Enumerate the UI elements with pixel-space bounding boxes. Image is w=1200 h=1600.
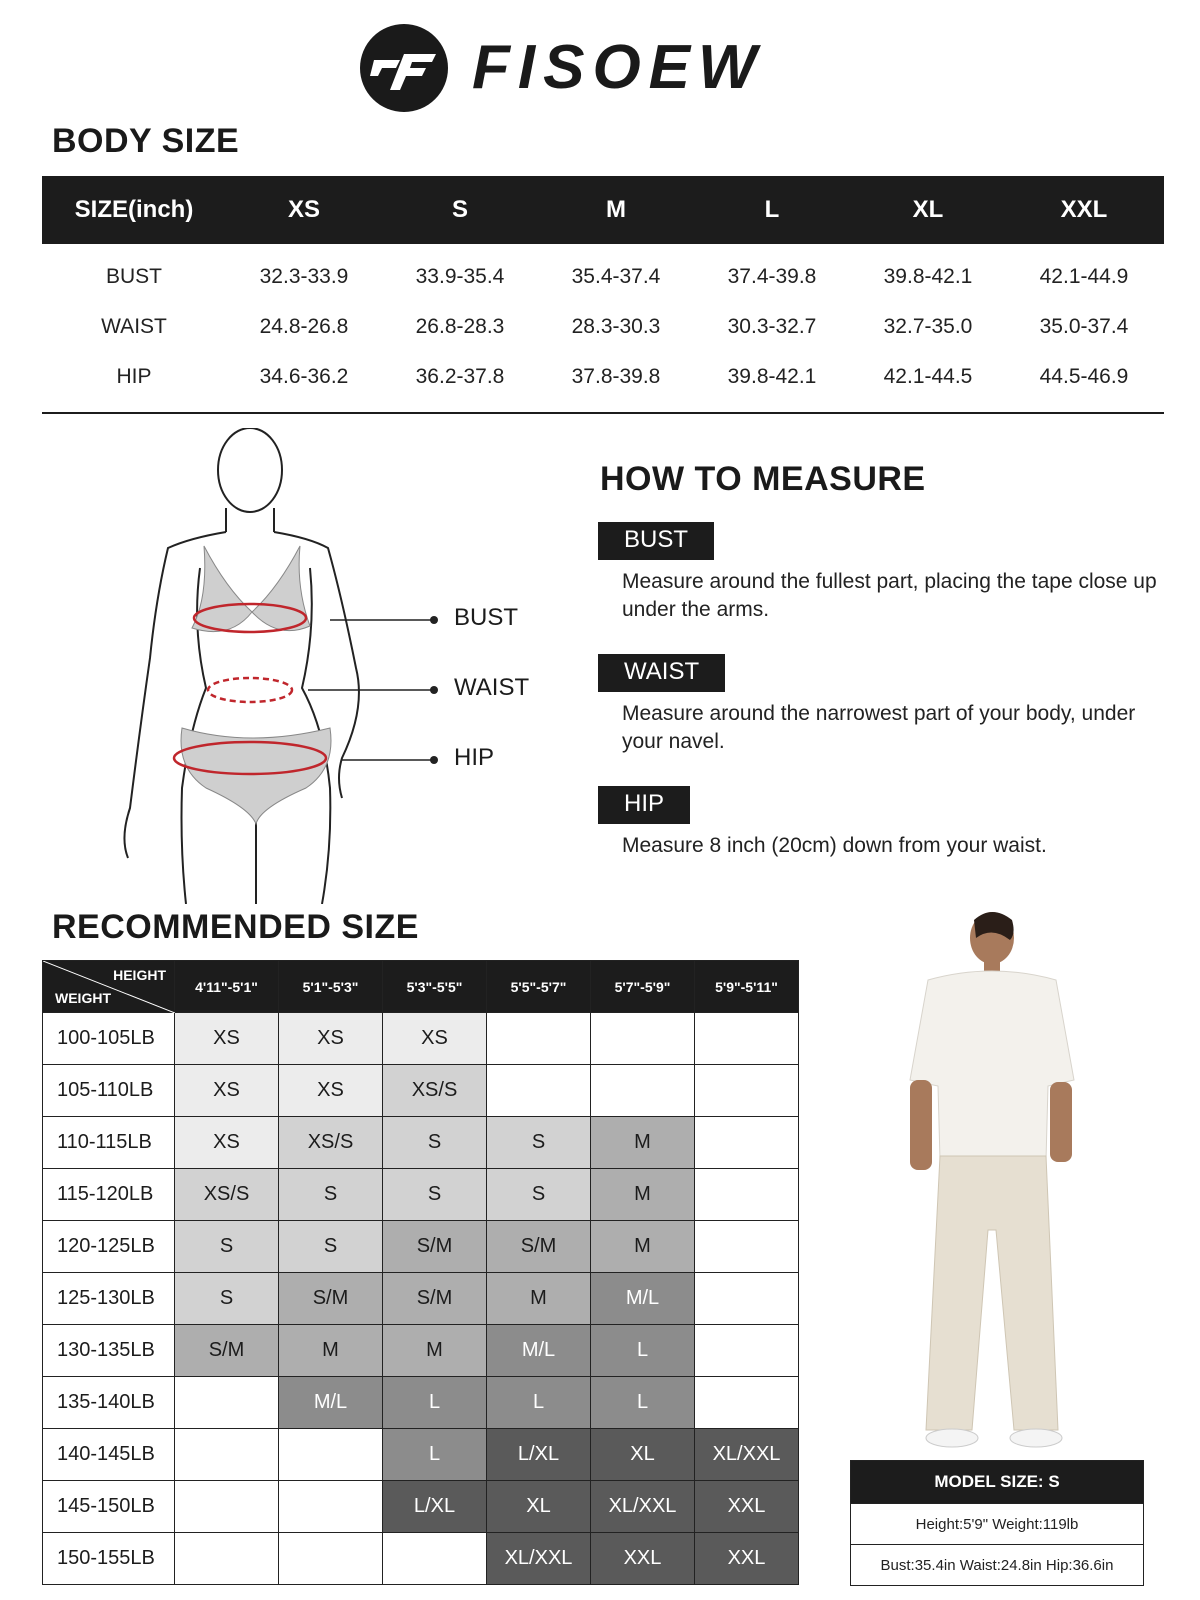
- size-cell: [695, 1117, 799, 1169]
- size-cell: L/XL: [487, 1429, 591, 1481]
- size-cell: M: [383, 1325, 487, 1377]
- brand-logo: [360, 22, 860, 114]
- size-range-cell: 42.1-44.9: [1039, 265, 1129, 288]
- measure-desc-waist: Measure around the narrowest part of your body, under your navel.: [622, 702, 1136, 753]
- corner-height-label: HEIGHT: [113, 967, 166, 983]
- size-cell: M/L: [591, 1273, 695, 1325]
- size-cell: [487, 1013, 591, 1065]
- height-header-row: [43, 961, 799, 1013]
- size-cell: XXL: [695, 1533, 799, 1585]
- brand-mark-icon: [360, 24, 448, 112]
- model-size-header: MODEL SIZE: S: [851, 1461, 1143, 1503]
- size-cell: S: [383, 1169, 487, 1221]
- height-header-cell: 5'5"-5'7": [487, 961, 591, 1013]
- size-cell: XS: [383, 1013, 487, 1065]
- size-cell: [695, 1221, 799, 1273]
- table-row: [43, 1221, 799, 1273]
- size-cell: L/XL: [383, 1481, 487, 1533]
- header-cell: L: [764, 196, 780, 223]
- table-row: [43, 1377, 799, 1429]
- size-range-cell: 37.4-39.8: [727, 265, 817, 288]
- body-size-row-hip: [42, 352, 1164, 402]
- size-range-cell: 42.1-44.5: [883, 365, 973, 388]
- size-cell: XXL: [695, 1481, 799, 1533]
- size-cell: S/M: [383, 1221, 487, 1273]
- figure-label-bust: BUST: [454, 604, 519, 631]
- body-size-title: BODY SIZE: [52, 122, 240, 160]
- size-cell: XS/S: [383, 1065, 487, 1117]
- size-cell: [279, 1533, 383, 1585]
- size-cell: S: [279, 1221, 383, 1273]
- size-cell: S: [383, 1117, 487, 1169]
- size-cell: L: [591, 1377, 695, 1429]
- size-cell: S/M: [383, 1273, 487, 1325]
- header-cell: SIZE(inch): [74, 196, 194, 223]
- size-cell: [279, 1429, 383, 1481]
- size-cell: M: [279, 1325, 383, 1377]
- measure-tag-hip: HIP: [598, 786, 690, 824]
- size-cell: L: [383, 1377, 487, 1429]
- size-cell: [695, 1065, 799, 1117]
- size-range-cell: 35.0-37.4: [1039, 315, 1129, 338]
- size-range-cell: 34.6-36.2: [259, 365, 349, 388]
- size-cell: M: [591, 1169, 695, 1221]
- header-cell: M: [606, 196, 626, 223]
- size-range-cell: 44.5-46.9: [1039, 365, 1129, 388]
- size-cell: M: [487, 1273, 591, 1325]
- corner-weight-label: WEIGHT: [55, 990, 111, 1006]
- model-measurements: Bust:35.4in Waist:24.8in Hip:36.6in: [851, 1544, 1143, 1585]
- size-cell: [591, 1013, 695, 1065]
- body-measure-figure: [110, 428, 550, 904]
- header-cell: XL: [912, 196, 944, 223]
- size-cell: XS: [175, 1117, 279, 1169]
- size-range-cell: 37.8-39.8: [571, 365, 661, 388]
- header-cell: XS: [287, 196, 320, 223]
- size-cell: S: [279, 1169, 383, 1221]
- size-cell: XS: [279, 1065, 383, 1117]
- weight-cell: 125-130LB: [43, 1273, 175, 1325]
- weight-cell: 115-120LB: [43, 1169, 175, 1221]
- size-cell: [175, 1429, 279, 1481]
- size-range-cell: 32.7-35.0: [883, 315, 973, 338]
- brand-name: FISOEW: [472, 33, 765, 102]
- size-cell: [175, 1533, 279, 1585]
- table-row: [43, 1325, 799, 1377]
- size-cell: S/M: [487, 1221, 591, 1273]
- weight-cell: 130-135LB: [43, 1325, 175, 1377]
- weight-cell: 135-140LB: [43, 1377, 175, 1429]
- model-photo: [888, 910, 1088, 1450]
- size-range-cell: 33.9-35.4: [415, 265, 505, 288]
- table-row: [43, 1169, 799, 1221]
- body-size-row-waist: [42, 302, 1164, 352]
- size-cell: [279, 1481, 383, 1533]
- size-cell: L: [487, 1377, 591, 1429]
- size-cell: M/L: [487, 1325, 591, 1377]
- measure-desc-hip: Measure 8 inch (20cm) down from your waist.: [622, 834, 1047, 857]
- size-cell: [175, 1481, 279, 1533]
- size-cell: S: [487, 1117, 591, 1169]
- height-header-cell: 5'9"-5'11": [695, 961, 799, 1013]
- corner-header-cell: [43, 961, 175, 1013]
- weight-cell: 105-110LB: [43, 1065, 175, 1117]
- size-cell: XL/XXL: [487, 1533, 591, 1585]
- size-cell: [487, 1065, 591, 1117]
- weight-cell: 100-105LB: [43, 1013, 175, 1065]
- body-outline-illustration: [110, 428, 550, 904]
- weight-cell: 150-155LB: [43, 1533, 175, 1585]
- weight-cell: 120-125LB: [43, 1221, 175, 1273]
- header-cell: S: [451, 196, 468, 223]
- figure-label-hip: HIP: [454, 744, 495, 771]
- size-cell: [175, 1377, 279, 1429]
- size-cell: XXL: [591, 1533, 695, 1585]
- size-cell: M: [591, 1221, 695, 1273]
- size-cell: S: [175, 1273, 279, 1325]
- weight-cell: 145-150LB: [43, 1481, 175, 1533]
- table-row: [43, 1117, 799, 1169]
- size-range-cell: 36.2-37.8: [415, 365, 505, 388]
- size-cell: S/M: [175, 1325, 279, 1377]
- size-range-cell: 39.8-42.1: [727, 365, 817, 388]
- size-cell: [695, 1377, 799, 1429]
- size-cell: [695, 1325, 799, 1377]
- size-cell: XL: [487, 1481, 591, 1533]
- size-cell: S/M: [279, 1273, 383, 1325]
- height-header-cell: 4'11"-5'1": [175, 961, 279, 1013]
- size-cell: XS: [175, 1013, 279, 1065]
- weight-cell: 140-145LB: [43, 1429, 175, 1481]
- table-row: [43, 1429, 799, 1481]
- table-row: [43, 1065, 799, 1117]
- size-range-cell: 32.3-33.9: [259, 265, 349, 288]
- size-cell: [383, 1533, 487, 1585]
- size-cell: XS/S: [175, 1169, 279, 1221]
- size-range-cell: 28.3-30.3: [571, 315, 661, 338]
- size-cell: XL: [591, 1429, 695, 1481]
- table-row: [43, 1481, 799, 1533]
- recommended-size-table: [42, 960, 799, 1585]
- table-row: [43, 1013, 799, 1065]
- size-cell: [695, 1013, 799, 1065]
- body-size-header: [42, 176, 1164, 244]
- size-cell: M/L: [279, 1377, 383, 1429]
- size-cell: S: [487, 1169, 591, 1221]
- body-size-rows: [42, 244, 1164, 414]
- size-cell: XL/XXL: [695, 1429, 799, 1481]
- row-label: HIP: [116, 365, 152, 388]
- body-size-row-bust: [42, 252, 1164, 302]
- header-cell: XXL: [1060, 196, 1108, 223]
- size-cell: L: [383, 1429, 487, 1481]
- size-range-cell: 26.8-28.3: [415, 315, 505, 338]
- table-row: [43, 1533, 799, 1585]
- row-label: WAIST: [101, 315, 167, 338]
- height-header-cell: 5'3"-5'5": [383, 961, 487, 1013]
- how-to-measure-title: HOW TO MEASURE: [600, 460, 926, 498]
- size-cell: S: [175, 1221, 279, 1273]
- size-cell: L: [591, 1325, 695, 1377]
- size-range-cell: 24.8-26.8: [259, 315, 349, 338]
- model-size-box: [850, 1460, 1144, 1586]
- height-header-cell: 5'1"-5'3": [279, 961, 383, 1013]
- size-cell: XL/XXL: [591, 1481, 695, 1533]
- measure-desc-bust: Measure around the fullest part, placing the tape close up under the arms.: [622, 570, 1157, 621]
- size-cell: [695, 1273, 799, 1325]
- row-label: BUST: [105, 265, 162, 288]
- table-row: [43, 1273, 799, 1325]
- body-size-table: [42, 176, 1164, 414]
- size-cell: XS/S: [279, 1117, 383, 1169]
- size-range-cell: 35.4-37.4: [571, 265, 661, 288]
- figure-label-waist: WAIST: [454, 674, 530, 701]
- weight-cell: 110-115LB: [43, 1117, 175, 1169]
- size-cell: [591, 1065, 695, 1117]
- size-cell: [695, 1169, 799, 1221]
- size-range-cell: 30.3-32.7: [727, 315, 817, 338]
- size-cell: XS: [279, 1013, 383, 1065]
- measure-tag-bust: BUST: [598, 522, 714, 560]
- size-cell: M: [591, 1117, 695, 1169]
- size-cell: XS: [175, 1065, 279, 1117]
- height-header-cell: 5'7"-5'9": [591, 961, 695, 1013]
- recommended-size-title: RECOMMENDED SIZE: [52, 908, 419, 946]
- measure-tag-waist: WAIST: [598, 654, 725, 692]
- recommended-size-body: [43, 1013, 799, 1585]
- size-range-cell: 39.8-42.1: [883, 265, 973, 288]
- model-height-weight: Height:5'9" Weight:119lb: [851, 1503, 1143, 1544]
